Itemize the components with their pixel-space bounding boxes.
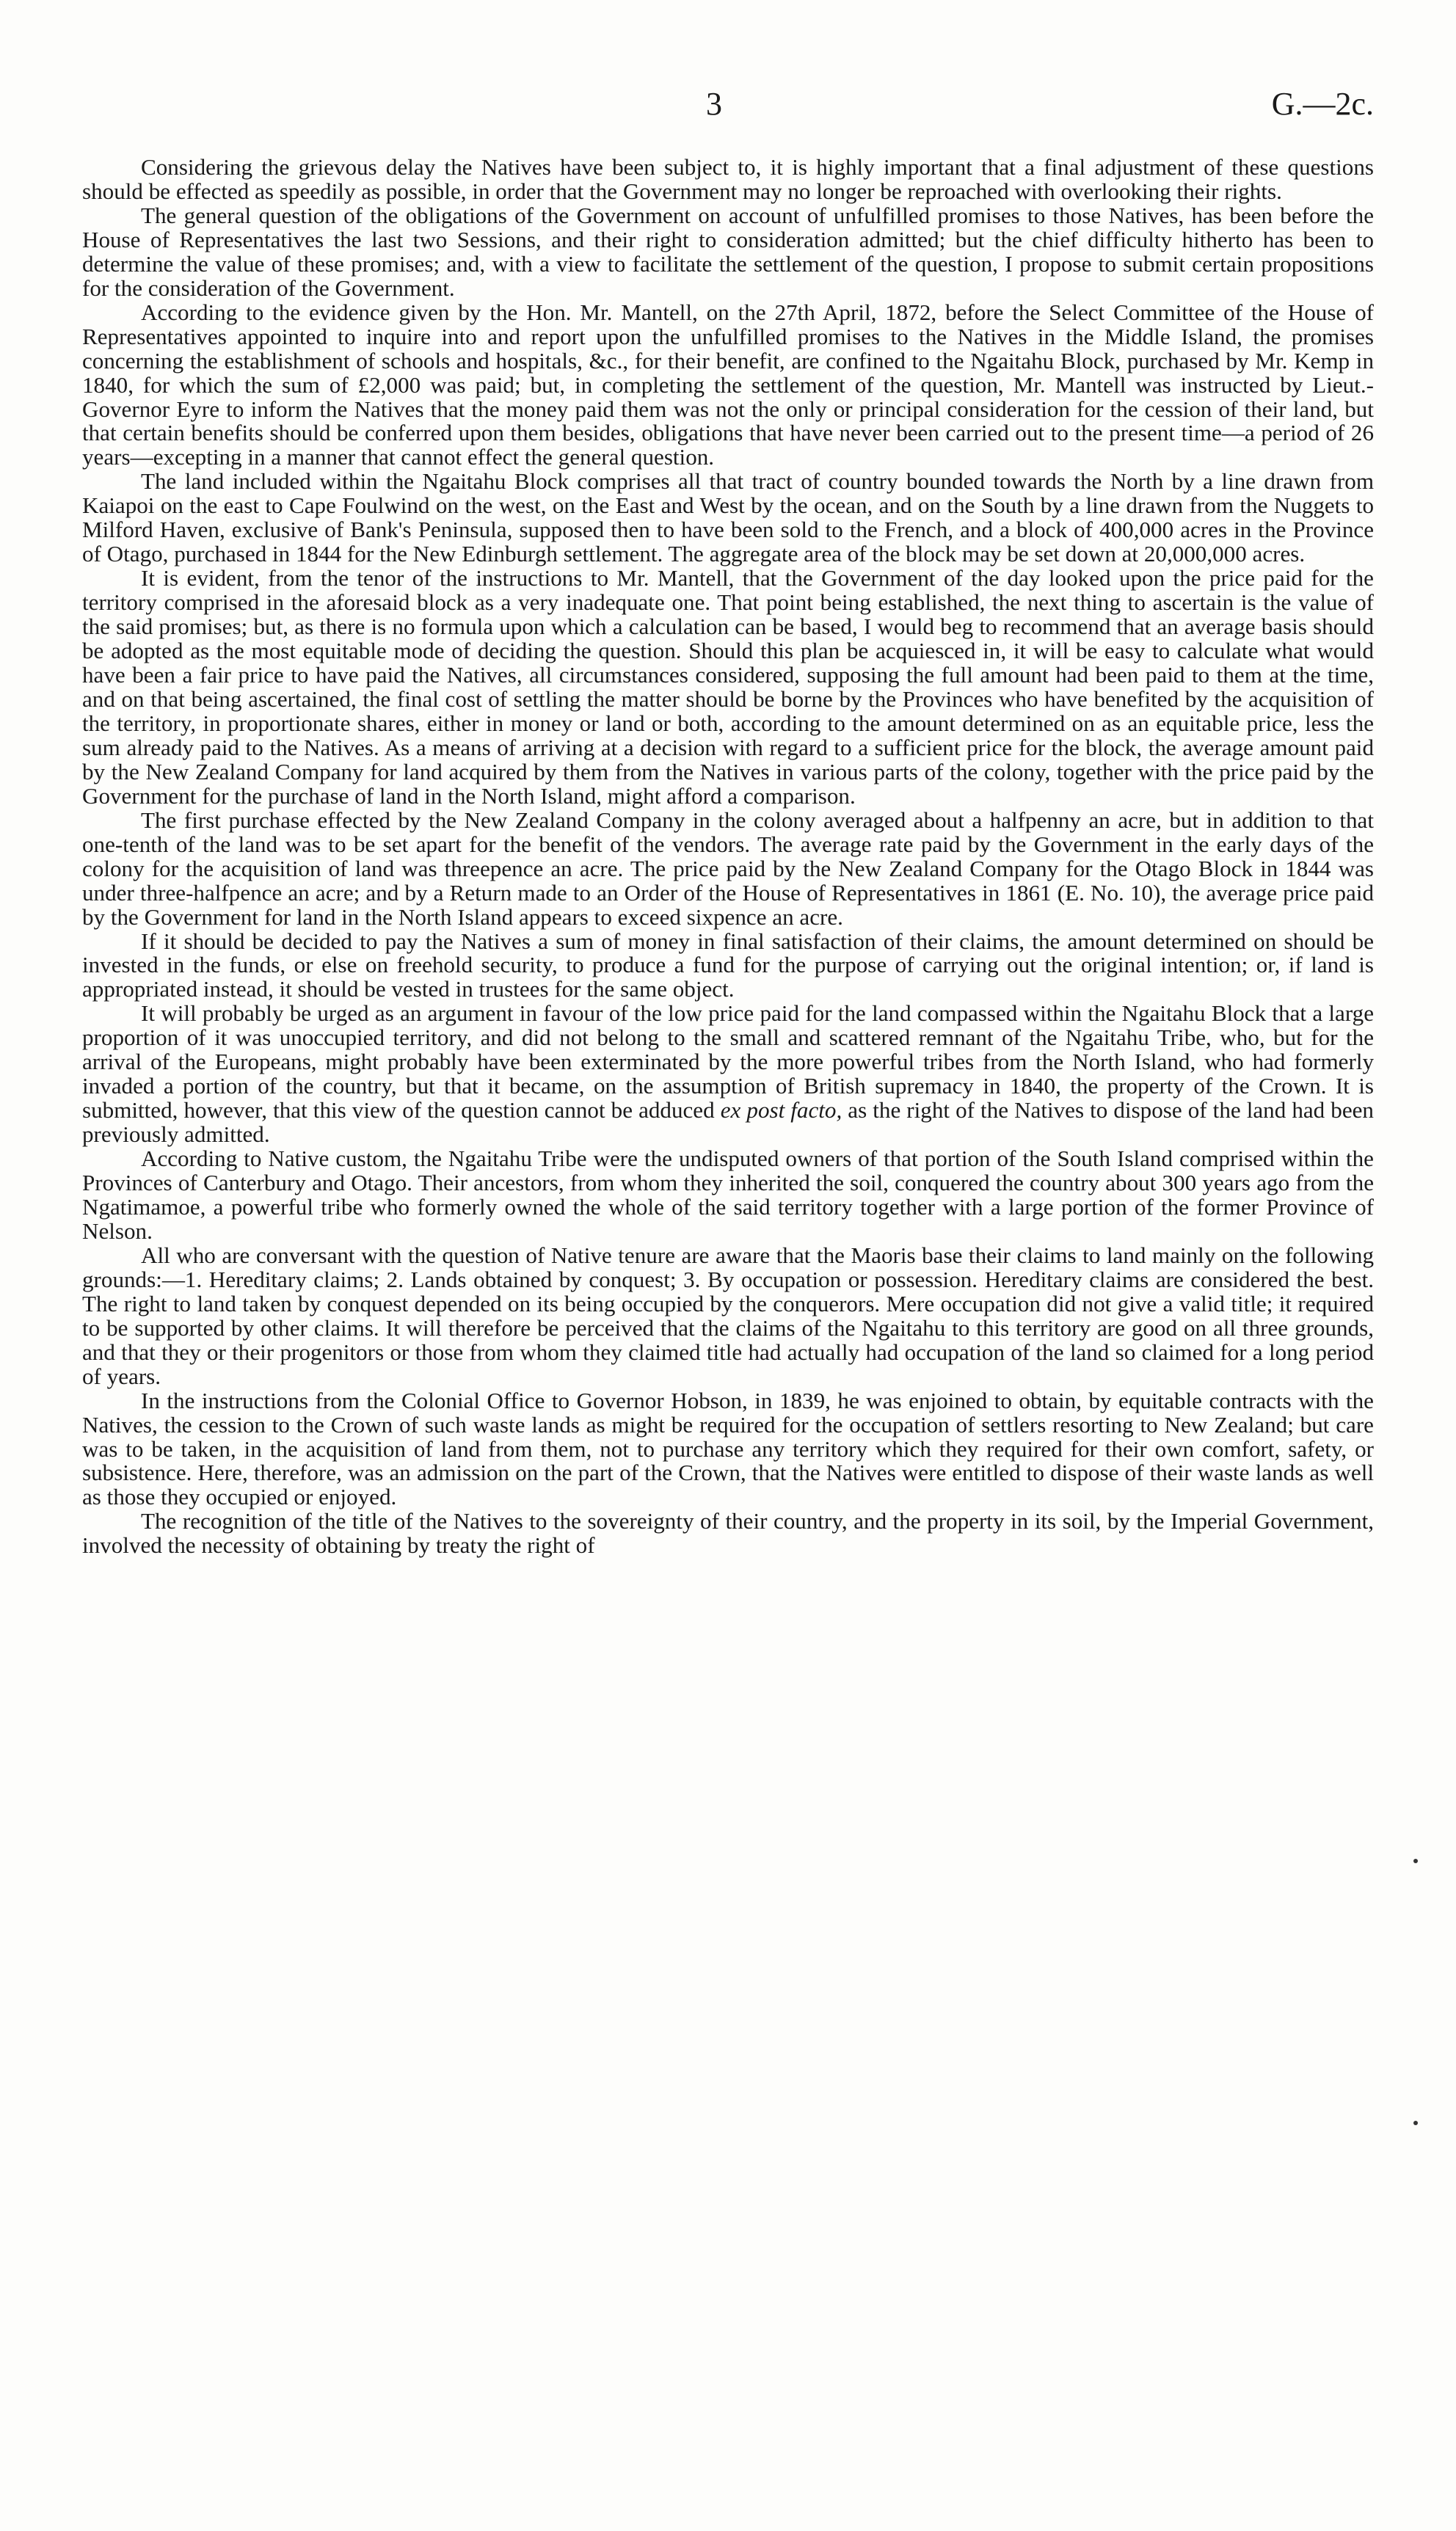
paragraph-8-text: It will probably be urged as an argument in favour of the low price paid for the land compassed within the Ngaitahu Block that a large proportion of it was unoccupied territory, and did not belong to the small and scattered remnant of the Ngaitahu Tribe, who, but for the arrival of the Europeans, might probably have been exterminated by the more powerful tribes from the North Island, who had formerly invaded a portion of the country, but that it became, on the assumption of British supremacy in 1840, the property of the Crown. It is submitted, however, that this view of the question cannot be adduced (82, 1000, 1374, 1124)
paragraph-5: It is evident, from the tenor of the instructions to Mr. Mantell, that the Government of the day looked upon the price paid for the territory comprised in the aforesaid block as a very inadequate one. That point being established, the next thing to ascertain is the value of the said promises; but, as there is no formula upon which a calculation can be based, I would beg to recommend that an average basis should be adopted as the most equitable mode of deciding the question. Should this plan be acquiesced in, it will be easy to calculate what would have been a fair price to have paid the Natives, all circumstances considered, supposing the full amount had been paid to them at the time, and on that being ascertained, the final cost of settling the matter should be borne by the Provinces who have benefited by the acquisition of the territory, in proportionate shares, either in money or land or both, according to the amount determined on as an equitable price, less the sum already paid to the Natives. As a means of arriving at a decision with regard to a sufficient price for the block, the average amount paid by the New Zealand Company for land acquired by them from the Natives in various parts of the colony, together with the price paid by the Government for the purchase of land in the North Island, might afford a comparison. (82, 565, 1374, 809)
paragraph-7: If it should be decided to pay the Natives a sum of money in final satisfaction of their claims, the amount determined on should be invested in the funds, or else on freehold security, to produce a fund for the purpose of carrying out the original intention; or, if land is appropriated instead, it should be vested in trustees for the same object. (82, 928, 1374, 1002)
paragraph-2: The general question of the obligations of the Government on account of unfulfilled promises to those Natives, has been before the House of Representatives the last two Sessions, and their right to consideration admitted; but the chief difficulty hitherto has been to determine the value of these promises; and, with a view to facilitate the settlement of the question, I propose to submit certain propositions for the consideration of the Government. (82, 202, 1374, 301)
paragraph-10: All who are conversant with the question of Native tenure are aware that the Maoris base their claims to land mainly on the following grounds:—1. Hereditary claims; 2. Lands obtained by conquest; 3. By occupation or possession. Hereditary claims are considered the best. The right to land taken by conquest depended on its being occupied by the conquerors. Mere occupation did not give a valid title; it required to be supported by other claims. It will therefore be perceived that the claims of the Ngaitahu to this territory are good on all three grounds, and that they or their progenitors or those from whom they claimed title had actually had occupation of the land so claimed for a long period of years. (82, 1242, 1374, 1389)
page-header (0, 82, 1456, 126)
page-number: 3 (706, 86, 722, 122)
italic-phrase: ex post facto, (720, 1097, 842, 1124)
margin-mark (1413, 2121, 1418, 2125)
document-reference: G.—2c. (1271, 86, 1374, 122)
paragraph-11: In the instructions from the Colonial Office to Governor Hobson, in 1839, he was enjoined to obtain, by equitable contracts with the Natives, the cession to the Crown of such waste lands as might be required for the occupation of settlers resorting to New Zealand; but care was to be taken, in the acquisition of land from them, not to purchase any territory which they required for their own comfort, safety, or subsistence. Here, therefore, was an admission on the part of the Crown, that the Natives were entitled to dispose of their waste lands as well as those they occupied or enjoyed. (82, 1387, 1374, 1510)
paragraph-8 (82, 1002, 1374, 1147)
paragraph-8-continued: as the right of the Natives to dispose of the land had been previously admitted. (82, 1097, 1374, 1148)
paragraph-9: According to Native custom, the Ngaitahu Tribe were the undisputed owners of that portion of the South Island comprised within the Provinces of Canterbury and Otago. Their ancestors, from whom they inherited the soil, conquered the country about 300 years ago from the Ngatimamoe, a powerful tribe who formerly owned the whole of the said territory together with a large portion of the former Province of Nelson. (82, 1146, 1374, 1244)
margin-mark (1413, 1859, 1418, 1863)
paragraph-1: Considering the grievous delay the Natives have been subject to, it is highly important that a final adjustment of these questions should be effected as speedily as possible, in order that the Government may no longer be reproached with overlooking their rights. (82, 154, 1374, 204)
body-text (82, 156, 1374, 1558)
paragraph-4: The land included within the Ngaitahu Block comprises all that tract of country bounded towards the North by a line drawn from Kaiapoi on the east to Cape Foulwind on the west, on the East and West by the ocean, and on the South by a line drawn from the Nuggets to Milford Haven, exclusive of Bank's Peninsula, supposed then to have been sold to the French, and a block of 400,000 acres in the Province of Otago, purchased in 1844 for the New Edinburgh settlement. The aggregate area of the block may be set down at 20,000,000 acres. (82, 468, 1374, 567)
paragraph-3: According to the evidence given by the Hon. Mr. Mantell, on the 27th April, 1872, before the Select Committee of the House of Representatives appointed to inquire into and report upon the unfulfilled promises to the Natives in the Middle Island, the promises concerning the establishment of schools and hospitals, &c., for their benefit, are confined to the Ngaitahu Block, purchased by Mr. Kemp in 1840, for which the sum of £2,000 was paid; but, in completing the settlement of the question, Mr. Mantell was instructed by Lieut.-Governor Eyre to inform the Natives that the money paid them was not the only or principal consideration for the cession of their land, but that certain benefits should be conferred upon them besides, obligations that have never been carried out to the present time—a period of 26 years—excepting in a manner that cannot effect the general question. (82, 299, 1374, 470)
paragraph-12: The recognition of the title of the Natives to the sovereignty of their country, and the property in its soil, by the Imperial Government, involved the necessity of obtaining by treaty the right of (82, 1508, 1374, 1559)
paragraph-6: The first purchase effected by the New Zealand Company in the colony averaged about a halfpenny an acre, but in addition to that one-tenth of the land was to be set apart for the benefit of the vendors. The average rate paid by the Government in the early days of the colony for the acquisition of land was threepence an acre. The price paid by the New Zealand Company for the Otago Block in 1844 was under three-halfpence an acre; and by a Return made to an Order of the House of Representatives in 1861 (E. No. 10), the average price paid by the Government for land in the North Island appears to exceed sixpence an acre. (82, 806, 1374, 930)
